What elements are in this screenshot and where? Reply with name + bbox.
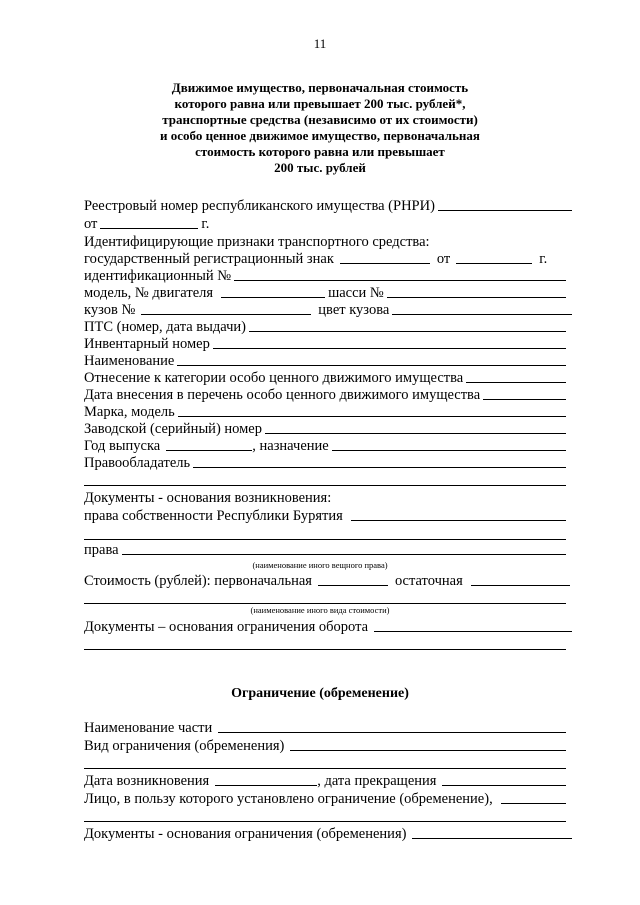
encumbrance-type-label: Вид ограничения (обременения) xyxy=(84,738,285,754)
body-no-label: кузов № xyxy=(84,302,136,318)
person-blank[interactable] xyxy=(501,791,566,804)
docs-origin-row xyxy=(84,488,566,506)
ownership-label: права собственности Республики Бурятия xyxy=(84,508,343,524)
rights-label: права xyxy=(84,542,119,558)
title-line: стоимость которого равна или превышает xyxy=(195,144,445,159)
registry-date-row xyxy=(84,214,234,232)
purpose-label: , назначение xyxy=(252,438,329,454)
category-label: Отнесение к категории особо ценного движимого имущества xyxy=(84,370,464,386)
year-row xyxy=(84,436,566,454)
title-line: и особо ценное движимое имущество, первоначальная xyxy=(160,128,480,143)
pts-row xyxy=(84,317,566,335)
cost-initial-blank[interactable] xyxy=(318,573,388,586)
reg-from-label: от xyxy=(436,251,451,267)
purpose-blank[interactable] xyxy=(332,438,566,451)
encumbrance-docs-label: Документы - основания ограничения (обременения) xyxy=(84,826,407,842)
part-name-blank[interactable] xyxy=(218,720,566,733)
person-row xyxy=(84,789,566,807)
body-row xyxy=(84,300,572,318)
reg-date-blank[interactable] xyxy=(456,251,532,264)
chassis-blank[interactable] xyxy=(387,285,566,298)
body-color-label: цвет кузова xyxy=(318,302,390,318)
registry-number-blank[interactable] xyxy=(438,198,572,211)
encumbrance-type-extra-line[interactable] xyxy=(84,768,566,769)
name-blank[interactable] xyxy=(177,353,566,366)
end-date-label: , дата прекращения xyxy=(317,773,437,789)
reg-sign-label: государственный регистрационный знак xyxy=(84,251,334,267)
year-label: Год выпуска xyxy=(84,438,161,454)
page-number: 11 xyxy=(313,36,327,51)
end-date-blank[interactable] xyxy=(442,773,566,786)
name-label: Наименование xyxy=(84,353,175,369)
part-name-row xyxy=(84,718,566,736)
ownership-blank[interactable] xyxy=(351,508,566,521)
start-date-blank[interactable] xyxy=(215,773,317,786)
encumbrance-title: Ограничение (обременение) xyxy=(231,686,409,701)
dates-row xyxy=(84,771,566,789)
encumbrance-type-blank[interactable] xyxy=(290,738,566,751)
brand-model-label: Марка, модель xyxy=(84,404,175,420)
registry-number-row xyxy=(84,196,572,214)
list-date-row xyxy=(84,385,566,403)
rights-blank[interactable] xyxy=(122,542,566,555)
serial-blank[interactable] xyxy=(265,421,566,434)
holder-blank[interactable] xyxy=(193,455,566,468)
title-line: Движимое имущество, первоначальная стоимость xyxy=(171,80,469,95)
vin-blank[interactable] xyxy=(234,268,566,281)
serial-row xyxy=(84,419,566,437)
body-color-blank[interactable] xyxy=(392,302,572,315)
section-title xyxy=(0,80,640,176)
encumbrance-type-row xyxy=(84,736,566,754)
docs-origin-label: Документы - основания возникновения: xyxy=(84,490,332,506)
pts-label: ПТС (номер, дата выдачи) xyxy=(84,319,247,335)
ownership-row xyxy=(84,506,566,524)
year-label: г. xyxy=(201,216,210,232)
inventory-label: Инвентарный номер xyxy=(84,336,210,352)
reg-sign-blank[interactable] xyxy=(340,251,430,264)
holder-extra-line[interactable] xyxy=(84,485,566,486)
vehicle-signs-label: Идентифицирующие признаки транспортного средства: xyxy=(84,234,430,250)
person-extra-line[interactable] xyxy=(84,821,566,822)
docs-restrict-extra-line[interactable] xyxy=(84,649,566,650)
vehicle-signs-row xyxy=(84,232,572,250)
title-line: которого равна или превышает 200 тыс. рублей*, xyxy=(174,96,466,111)
list-date-label: Дата внесения в перечень особо ценного движимого имущества xyxy=(84,387,481,403)
docs-restrict-blank[interactable] xyxy=(374,619,572,632)
reg-year-label: г. xyxy=(539,251,548,267)
list-date-blank[interactable] xyxy=(483,387,566,400)
person-label: Лицо, в пользу которого установлено ограничение (обременение), xyxy=(84,791,493,807)
cost-label: Стоимость (рублей): первоначальная xyxy=(84,573,312,589)
model-engine-row xyxy=(84,283,566,301)
cost-caption: (наименование иного вида стоимости) xyxy=(250,605,390,615)
rights-row xyxy=(84,540,566,558)
part-name-label: Наименование части xyxy=(84,720,213,736)
inventory-row xyxy=(84,334,566,352)
vin-row xyxy=(84,266,566,284)
registry-number-label: Реестровый номер республиканского имущества (РНРИ) xyxy=(84,198,435,214)
inventory-blank[interactable] xyxy=(213,336,566,349)
brand-model-row xyxy=(84,402,566,420)
vin-label: идентификационный № xyxy=(84,268,232,284)
pts-blank[interactable] xyxy=(249,319,566,332)
category-blank[interactable] xyxy=(466,370,566,383)
category-row xyxy=(84,368,566,386)
residual-label: остаточная xyxy=(394,573,463,589)
registry-date-blank[interactable] xyxy=(100,216,198,229)
title-line: 200 тыс. рублей xyxy=(274,160,366,175)
cost-residual-blank[interactable] xyxy=(471,573,570,586)
year-blank[interactable] xyxy=(166,438,252,451)
title-line: транспортные средства (независимо от их стоимости) xyxy=(162,112,478,127)
start-date-label: Дата возникновения xyxy=(84,773,210,789)
docs-restrict-row xyxy=(84,617,572,635)
encumbrance-docs-row xyxy=(84,824,572,842)
encumbrance-docs-blank[interactable] xyxy=(412,826,572,839)
body-no-blank[interactable] xyxy=(141,302,311,315)
from-label: от xyxy=(84,216,98,232)
name-row xyxy=(84,351,566,369)
cost-extra-line[interactable] xyxy=(84,603,566,604)
holder-label: Правообладатель xyxy=(84,455,191,471)
model-engine-blank[interactable] xyxy=(221,285,325,298)
docs-restrict-label: Документы – основания ограничения оборота xyxy=(84,619,369,635)
model-engine-label: модель, № двигателя xyxy=(84,285,214,301)
brand-model-blank[interactable] xyxy=(178,404,566,417)
holder-row xyxy=(84,453,566,471)
chassis-label: шасси № xyxy=(328,285,384,301)
cost-row xyxy=(84,571,570,589)
serial-label: Заводской (серийный) номер xyxy=(84,421,262,437)
reg-sign-row xyxy=(84,249,568,267)
rights-caption: (наименование иного вещного права) xyxy=(252,560,388,570)
